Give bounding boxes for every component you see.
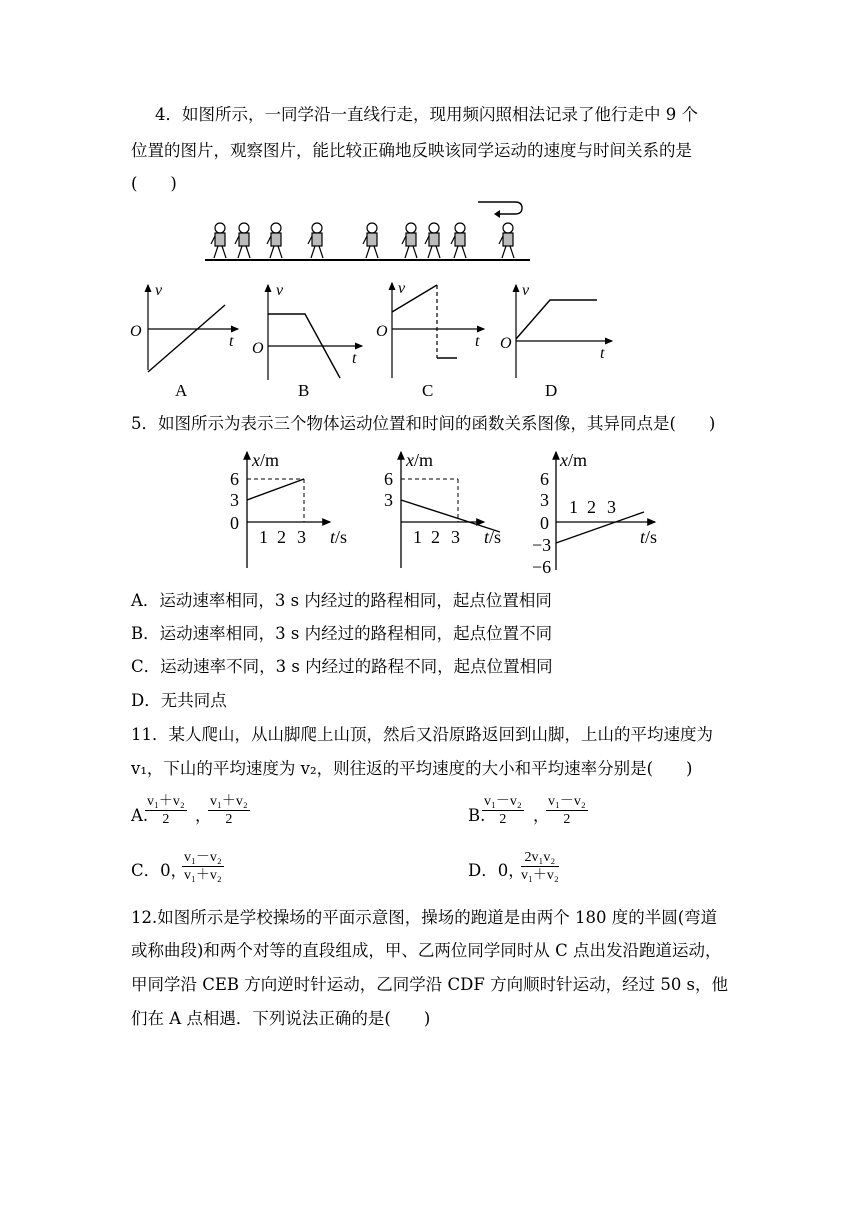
- svg-text:2: 2: [431, 527, 440, 547]
- xt-graph-3: [532, 450, 657, 577]
- svg-text:1: 1: [413, 527, 422, 547]
- q5-option-b: B．运动速率相同，3 s 内经过的路程相同，起点位置不同: [131, 624, 553, 643]
- svg-text:v: v: [522, 282, 530, 299]
- svg-text:v: v: [276, 282, 284, 299]
- svg-text:x/m: x/m: [560, 450, 588, 470]
- q5-option-a: A．运动速率相同，3 s 内经过的路程相同，起点位置相同: [131, 591, 552, 610]
- svg-text:t: t: [352, 350, 357, 367]
- graph-label-d: D: [545, 381, 558, 400]
- svg-text:2: 2: [587, 497, 596, 517]
- q11-option-d-frac: $\frac{\text{2v₁v₂}}{\text{v₁＋v₂}}$: [521, 850, 559, 883]
- svg-text:3: 3: [540, 490, 549, 510]
- q11-option-b-prefix: B.: [468, 806, 486, 825]
- q11-option-a-frac-2: $\frac{\text{v₁＋v₂}}{2}$: [210, 794, 248, 827]
- svg-text:6: 6: [384, 469, 393, 489]
- q11-line-1: 11．某人爬山，从山脚爬上山顶，然后又沿原路返回到山脚，上山的平均速度为: [131, 725, 713, 744]
- svg-text:x/m: x/m: [406, 450, 434, 470]
- q11-option-a-prefix: A.: [131, 806, 149, 825]
- svg-text:O: O: [500, 335, 512, 352]
- q5-option-d: D．无共同点: [131, 691, 227, 710]
- graph-label-c: C: [422, 381, 434, 400]
- q12-line-1: 12.如图所示是学校操场的平面示意图，操场的跑道是由两个 180 度的半圆(弯道: [131, 908, 718, 927]
- q11-option-c-frac: $\frac{\text{v₁－v₂}}{\text{v₁＋v₂}}$: [184, 850, 222, 883]
- svg-text:3: 3: [230, 490, 239, 510]
- svg-text:t/s: t/s: [640, 527, 658, 547]
- svg-text:0: 0: [230, 513, 239, 533]
- xt-graph-2: [384, 450, 501, 568]
- graph-label-a: A: [175, 381, 188, 400]
- graph-label-b: B: [298, 381, 310, 400]
- q4-line-2: 位置的图片，观察图片，能比较正确地反映该同学运动的速度与时间关系的是: [131, 141, 692, 160]
- svg-text:6: 6: [540, 469, 549, 489]
- q11-option-b-frac-2: $\frac{\text{v₁－v₂}}{2}$: [548, 794, 586, 827]
- svg-text:3: 3: [384, 490, 393, 510]
- svg-text:t: t: [600, 345, 605, 362]
- q11-option-d-prefix: D．0，: [468, 861, 525, 880]
- q12-line-3: 甲同学沿 CEB 方向逆时针运动，乙同学沿 CDF 方向顺时针运动，经过 50 s，他: [131, 975, 729, 994]
- xt-graph-1: [230, 450, 347, 568]
- graph-a-t-label: t: [229, 333, 234, 350]
- svg-text:3: 3: [297, 527, 306, 547]
- svg-text:O: O: [252, 340, 264, 357]
- q12-line-4: 们在 A 点相遇．下列说法正确的是( ): [131, 1009, 431, 1028]
- svg-text:t/s: t/s: [330, 527, 348, 547]
- svg-text:3: 3: [607, 497, 616, 517]
- svg-text:t/s: t/s: [484, 527, 502, 547]
- svg-text:2: 2: [277, 527, 286, 547]
- svg-text:v: v: [398, 280, 406, 297]
- graph-a-v-label: v: [155, 282, 163, 299]
- q11-option-b-frac-1: $\frac{\text{v₁－v₂}}{2}$: [484, 794, 522, 827]
- q5-stem: 5．如图所示为表示三个物体运动位置和时间的函数关系图像，其异同点是( ): [131, 414, 716, 433]
- svg-text:1: 1: [259, 527, 268, 547]
- svg-text:1: 1: [569, 497, 578, 517]
- graph-a-origin: O: [130, 323, 142, 340]
- svg-text:3: 3: [451, 527, 460, 547]
- q12-line-2: 或称曲段)和两个对等的直段组成，甲、乙两位同学同时从 C 点出发沿跑道运动，: [131, 941, 722, 960]
- svg-text:t: t: [475, 333, 480, 350]
- q11-line-2: v₁，下山的平均速度为 v₂，则往返的平均速度的大小和平均速率分别是( ): [131, 759, 693, 778]
- svg-text:0: 0: [540, 513, 549, 533]
- svg-text:O: O: [376, 323, 388, 340]
- svg-text:x/m: x/m: [252, 450, 280, 470]
- svg-text:−6: −6: [532, 557, 552, 577]
- q5-option-c: C．运动速率不同，3 s 内经过的路程不同，起点位置相同: [131, 657, 553, 676]
- svg-text:−3: −3: [532, 535, 552, 555]
- q11-option-a-frac-1: $\frac{\text{v₁＋v₂}}{2}$: [147, 794, 185, 827]
- q4-line-1: 4．如图所示，一同学沿一直线行走，现用频闪照相法记录了他行走中 9 个: [155, 105, 698, 124]
- svg-text:6: 6: [230, 469, 239, 489]
- q4-line-3: ( ): [131, 174, 177, 193]
- q11-option-c-prefix: C．0，: [131, 861, 188, 880]
